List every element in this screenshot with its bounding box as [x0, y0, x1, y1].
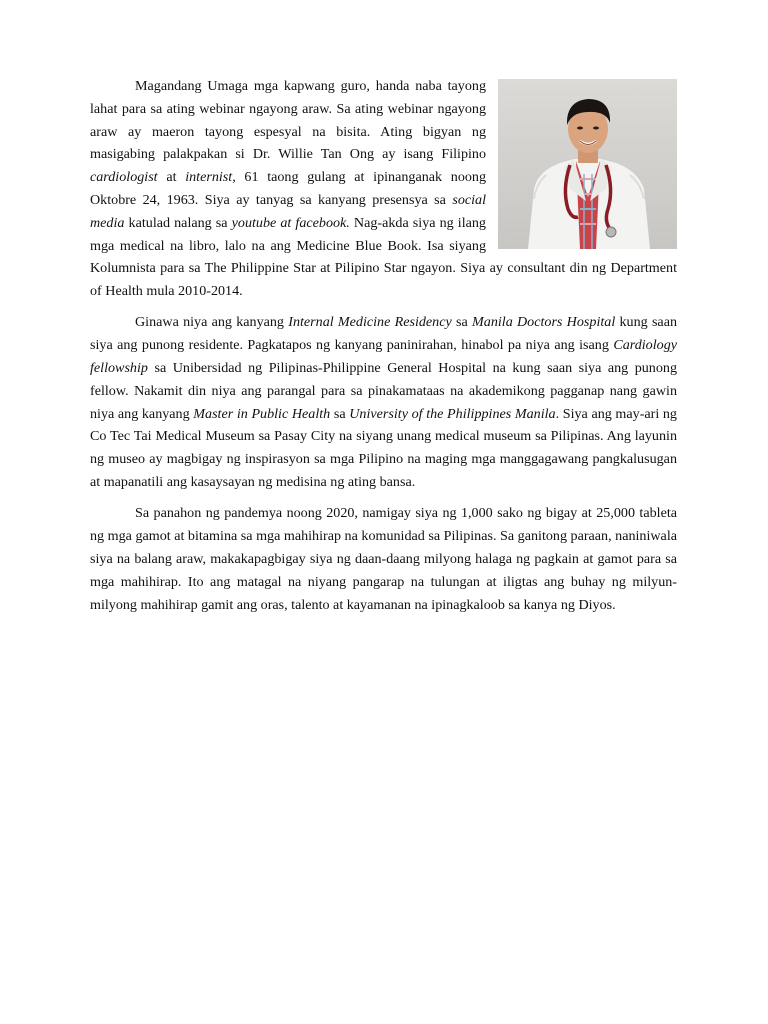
- italic-span: internist: [185, 169, 233, 186]
- text-span: Nag-akda siya ng ilang mga medical na libro, lalo na ang Medicine Blue Book. Isa siyang Kolumnista para sa The Philippine Star at Pilipino Star ngayon. Siya ay consultant din ng Department of Health mula 2010-2014.: [90, 214, 677, 300]
- text-span: Magandang Umaga mga kapwang guro, handa naba tayong lahat para sa ating webinar ngayong araw. Sa ating webinar ngayong araw ay maeron tayong espesyal na bisita. Ating bigyan ng masigabing palakpakan si Dr. Willie Tan Ong ay isang Filipino: [90, 78, 486, 163]
- text-span: sa: [451, 314, 473, 331]
- italic-span: Manila Doctors Hospital: [472, 314, 616, 331]
- text-span: kung saan siya ang punong residente. Pagkatapos ng kanyang paninirahan, hinabol pa niya ang isang: [90, 314, 677, 354]
- text-span: Ginawa niya ang kanyang: [135, 314, 289, 331]
- italic-span: Cardiology fellowship: [90, 337, 677, 377]
- document-page: [90, 75, 677, 625]
- text-span: sa Unibersidad ng Pilipinas-Philippine General Hospital na kung saan siya ang punong fellow. Nakamit din niya ang parangal para sa pinakamataas na akademikong pagganap nang gawin niya ang kanyang: [90, 360, 677, 422]
- text-span: Sa panahon ng pandemya noong 2020, namigay siya ng 1,000 sako ng bigay at 25,000 tableta ng mga gamot at bitamina sa mga mahihirap na komunidad sa Pilipinas. Sa ganitong paraan, naniniwala siya na balang araw, makakapagbigay siya ng daan-daang milyong halaga ng pagkain at gamot para sa mga mahihirap. Ito ang matagal na niyang pangarap na tulungan at iligtas ang buhay ng milyun-milyong mahihirap gamit ang oras, talento at kayamanan na ipinagkaloob sa kanya ng Diyos.: [90, 505, 677, 613]
- italic-span: youtube at facebook.: [231, 214, 350, 231]
- italic-span: cardiologist: [90, 169, 158, 186]
- text-span: katulad nalang sa: [124, 214, 232, 231]
- text-span: at: [157, 169, 186, 186]
- paragraph-pandemic: [90, 502, 677, 616]
- text-span: . Siya ang may-ari ng Co Tec Tai Medical Museum sa Pasay City na siyang unang medical museum sa Pilipinas. Ang layunin ng museo ay magbigay ng inspirasyon sa mga Pilipino na maging mga manggagawang pangkalusugan at mapanatili ang kasaysayan ng medisina ng ating bansa.: [90, 405, 677, 491]
- italic-span: University of the Philippines Manila: [349, 405, 556, 422]
- paragraph-education: [90, 311, 677, 493]
- doctor-portrait-photo: [498, 79, 677, 249]
- text-span: sa: [330, 405, 350, 422]
- italic-span: Master in Public Health: [193, 405, 331, 422]
- text-span: , 61 taong gulang at ipinanganak noong Oktobre 24, 1963. Siya ay tanyag sa kanyang presensya sa: [90, 169, 487, 208]
- italic-span: social media: [90, 191, 486, 231]
- italic-span: Internal Medicine Residency: [288, 314, 452, 331]
- portrait-illustration: [498, 79, 677, 249]
